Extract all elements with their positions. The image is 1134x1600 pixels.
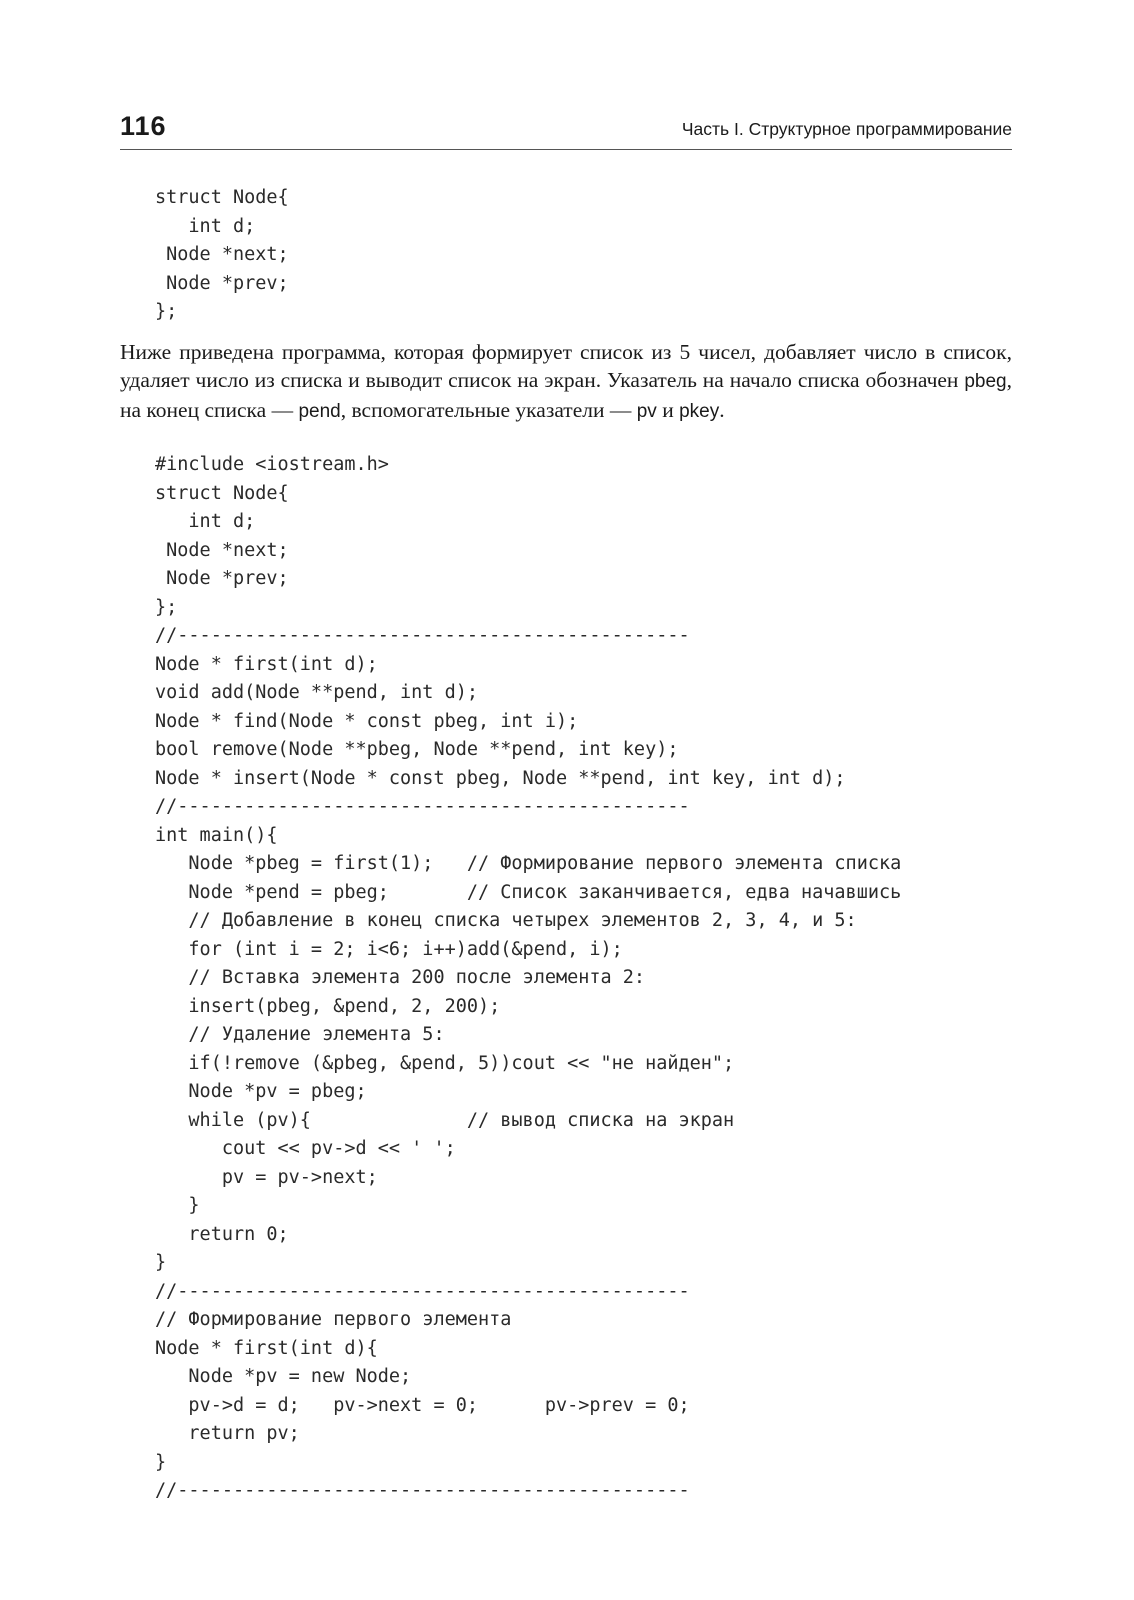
code-line: Node *prev;: [155, 272, 289, 294]
code-line: //----------------------------------------------: [155, 796, 690, 817]
code-block-program: [155, 451, 901, 1506]
code-line: pv->d = d; pv->next = 0; pv->prev = 0;: [155, 1394, 690, 1416]
running-title: Часть I. Структурное программирование: [681, 119, 1012, 139]
page-header: [120, 105, 1012, 150]
code-line: //----------------------------------------------: [155, 625, 690, 646]
code-line: // Формирование первого элемента: [155, 1309, 512, 1330]
code-line: while (pv){ // вывод списка на экран: [155, 1109, 735, 1131]
code-line: int d;: [155, 215, 256, 237]
code-line: Node * insert(Node * const pbeg, Node **pend, int key, int d);: [155, 767, 846, 789]
code-term-pend: pend: [298, 401, 341, 422]
code-line: };: [155, 596, 178, 618]
code-line: Node *pv = pbeg;: [155, 1081, 367, 1102]
code-line: Node * first(int d){: [155, 1337, 378, 1359]
page-number: 116: [120, 111, 167, 141]
code-line: return pv;: [155, 1423, 300, 1444]
code-line: Node *pv = new Node;: [155, 1366, 412, 1387]
code-line: //----------------------------------------------: [155, 1280, 690, 1302]
code-line: int d;: [155, 511, 256, 532]
code-line: Node * find(Node * const pbeg, int i);: [155, 710, 579, 732]
code-line: //----------------------------------------------: [155, 1480, 690, 1501]
code-line: }: [155, 1451, 167, 1473]
code-line: // Добавление в конец списка четырех элементов 2, 3, 4, и 5:: [155, 910, 857, 931]
code-term-pbeg: pbeg: [964, 371, 1007, 392]
code-line: }: [155, 1252, 167, 1273]
code-line: struct Node{: [155, 187, 289, 208]
code-line: int main(){: [155, 824, 278, 846]
code-line: bool remove(Node **pbeg, Node **pend, int key);: [155, 739, 679, 760]
code-line: pv = pv->next;: [155, 1166, 378, 1188]
code-line: cout << pv->d << ' ';: [155, 1138, 456, 1159]
code-line: if(!remove (&pbeg, &pend, 5))cout << "не найден";: [155, 1052, 735, 1074]
code-line: // Вставка элемента 200 после элемента 2:: [155, 967, 646, 988]
code-line: // Удаление элемента 5:: [155, 1024, 445, 1045]
code-line: return 0;: [155, 1223, 289, 1245]
code-line: Node *next;: [155, 539, 289, 561]
code-line: }: [155, 1195, 200, 1216]
code-line: insert(pbeg, &pend, 2, 200);: [155, 995, 501, 1017]
code-line: Node *prev;: [155, 568, 289, 589]
code-line: Node * first(int d);: [155, 653, 378, 675]
code-line: struct Node{: [155, 482, 289, 504]
code-line: #include <iostream.h>: [155, 454, 389, 475]
code-term-pkey: pkey: [679, 401, 720, 422]
code-line: Node *pbeg = first(1); // Формирование первого элемента списка: [155, 853, 902, 874]
body-paragraph: Ниже приведена программа, которая формирует список из 5 чисел, добавляет число в список, удаляет число из списка и выводит список на экран. Указатель на начало списка обозначен pbeg, на конец списка — pend, вспомогательные указатели — pv и pkey.: [120, 340, 1012, 422]
code-line: };: [155, 301, 178, 322]
code-line: for (int i = 2; i<6; i++)add(&pend, i);: [155, 938, 623, 960]
code-line: Node *next;: [155, 244, 289, 265]
code-block-struct: [155, 184, 289, 327]
code-term-pv: pv: [636, 401, 657, 422]
code-line: Node *pend = pbeg; // Список заканчивается, едва начавшись: [155, 881, 902, 903]
code-line: void add(Node **pend, int d);: [155, 682, 479, 703]
